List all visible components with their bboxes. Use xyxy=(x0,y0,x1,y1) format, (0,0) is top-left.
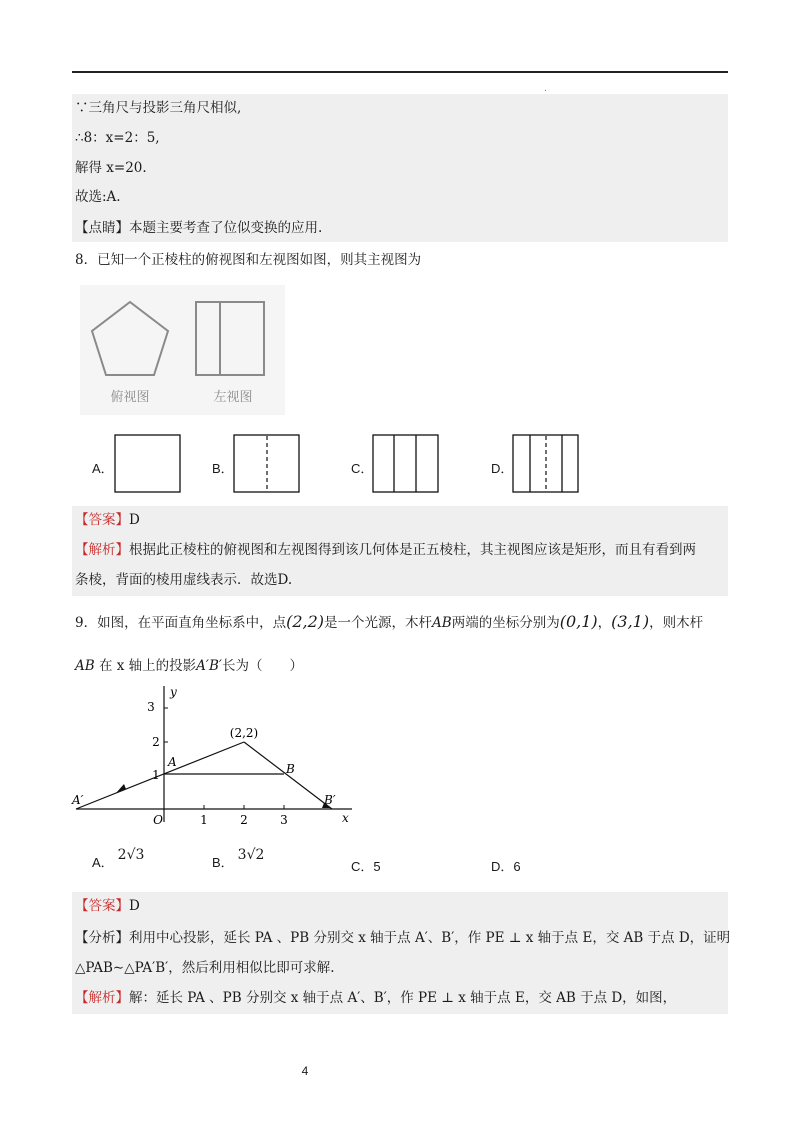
q9-option-b[interactable] xyxy=(212,847,265,871)
solution-7-line-2: ∴8：x=2：5, xyxy=(75,130,160,146)
method-tag: 【分析】 xyxy=(75,930,129,946)
q9-stem2-text-a: 在 x 轴上的投影 xyxy=(98,658,197,674)
point-b-prime-label: B′ xyxy=(324,793,336,807)
y-tick-1: 1 xyxy=(152,768,160,782)
q8-views-figure xyxy=(80,285,285,415)
q9-option-a-letter: A． xyxy=(92,855,114,870)
q9-option-a-value: 2√3 xyxy=(117,847,145,863)
q9-method-line-1 xyxy=(75,928,730,948)
analysis-tag: 【解析】 xyxy=(75,542,129,558)
q9-option-b-letter: B． xyxy=(212,855,234,870)
q9-option-c-letter: C． xyxy=(351,859,374,874)
q9-stem-line-2 xyxy=(75,656,303,676)
point-a-prime-label: A′ xyxy=(72,793,84,807)
answer-value: D xyxy=(129,898,140,914)
method-text: 利用中心投影，延长 PA 、PB 分别交 x 轴于点 A′、B′，作 PE ⊥ x 轴于点 E，交 AB 于点 D，证明 xyxy=(129,930,731,946)
analysis-tag: 【解析】 xyxy=(75,990,129,1006)
q9-coord-b: (3,1) xyxy=(611,612,650,631)
q9-rod-2: AB xyxy=(75,658,95,674)
solution-7-line-3: 解得 x=20. xyxy=(75,160,147,176)
x-tick-3: 3 xyxy=(280,813,288,827)
y-tick-2: 2 xyxy=(152,735,160,749)
y-axis-label: y xyxy=(170,685,177,699)
ray-to-a-prime xyxy=(76,742,244,809)
q9-option-a[interactable] xyxy=(92,847,145,871)
q9-rod: AB xyxy=(432,615,452,631)
q8-stem: 8．已知一个正棱柱的俯视图和左视图如图，则其主视图为 xyxy=(75,252,422,268)
q8-answer xyxy=(75,510,140,530)
origin-label: O xyxy=(153,813,163,827)
q8-option-c-figure[interactable] xyxy=(372,434,440,494)
q8-option-b-label[interactable]: B． xyxy=(212,461,234,476)
answer-value: D xyxy=(129,512,140,528)
comment-text: 本题主要考查了位似变换的应用. xyxy=(129,220,323,236)
q9-stem-text-d: ，则木杆 xyxy=(649,615,704,631)
x-axis-label: x xyxy=(342,811,349,825)
q9-option-b-value: 3√2 xyxy=(237,847,265,863)
answer-tag: 【答案】 xyxy=(75,512,129,528)
q9-stem-line-1 xyxy=(75,612,703,633)
q9-option-d-letter: D． xyxy=(491,859,514,874)
q9-option-c-value: 5 xyxy=(373,859,381,874)
q9-option-d[interactable] xyxy=(491,856,521,875)
header-mark: . xyxy=(544,84,547,94)
q9-stem-text-a: 9．如图，在平面直角坐标系中，点 xyxy=(75,615,287,631)
left-view-label: 左视图 xyxy=(213,390,253,405)
solution-7-comment xyxy=(75,218,322,238)
q9-light-point: (2,2) xyxy=(286,612,325,631)
x-tick-2: 2 xyxy=(240,813,248,827)
q9-stem-text-b: 是一个光源，木杆 xyxy=(324,615,433,631)
solution-7-line-1: ∵三角尺与投影三角尺相似, xyxy=(75,100,242,116)
point-a-label: A xyxy=(168,755,177,769)
q8-option-a-label[interactable]: A． xyxy=(92,461,114,476)
q9-option-c[interactable] xyxy=(351,856,381,875)
q9-coord-a: (0,1) xyxy=(559,612,598,631)
q9-analysis-line-1 xyxy=(75,988,676,1008)
q8-option-a-figure[interactable] xyxy=(114,434,182,494)
analysis-text: 根据此正棱柱的俯视图和左视图得到该几何体是正五棱柱，其主视图应该是矩形，而且有看到两 xyxy=(129,542,696,558)
q9-graph xyxy=(60,682,360,832)
light-label: (2,2) xyxy=(229,726,259,740)
q9-option-d-value: 6 xyxy=(513,859,521,874)
q9-sep: ， xyxy=(597,615,612,631)
q8-analysis-line-1 xyxy=(75,540,696,560)
q8-option-d-figure[interactable] xyxy=(512,434,580,494)
analysis-text: 解：延长 PA 、PB 分别交 x 轴于点 A′、B′，作 PE ⊥ x 轴于点 E，交 AB 于点 D，如图， xyxy=(129,990,677,1006)
answer-tag: 【答案】 xyxy=(75,898,129,914)
x-tick-1: 1 xyxy=(200,813,208,827)
q9-projection: A′B′ xyxy=(196,658,222,674)
q9-answer xyxy=(75,896,140,916)
q8-option-b-figure[interactable] xyxy=(233,434,301,494)
solution-7-line-4: 故选:A. xyxy=(75,189,121,205)
comment-tag: 【点睛】 xyxy=(75,220,129,236)
q8-option-d-label[interactable]: D． xyxy=(491,461,514,476)
q8-option-c-label[interactable]: C． xyxy=(351,461,374,476)
q9-stem2-text-b: 长为（ ） xyxy=(221,658,303,674)
y-tick-3: 3 xyxy=(147,700,155,714)
point-b-label: B xyxy=(286,762,295,776)
q9-stem-text-c: 两端的坐标分别为 xyxy=(451,615,560,631)
q9-method-line-2: △PAB∼△PA′B′，然后利用相似比即可求解. xyxy=(75,960,335,976)
top-view-label: 俯视图 xyxy=(110,390,150,405)
q8-analysis-line-2: 条棱，背面的棱用虚线表示．故选D. xyxy=(75,572,293,588)
page-number: 4 xyxy=(301,1064,309,1078)
header-rule xyxy=(72,71,728,73)
